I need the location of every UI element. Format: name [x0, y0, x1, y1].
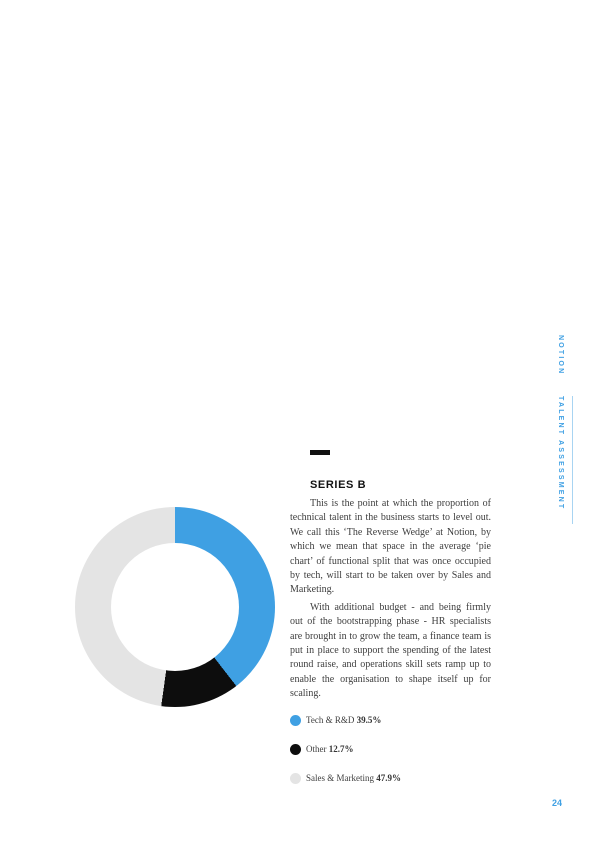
legend-dot-sales-marketing [290, 773, 301, 784]
section-heading: SERIES B [310, 479, 367, 491]
body-paragraph: This is the point at which the proportion of technical talent in the business starts to level out. We call this ‘The Reverse Wedge’ at Notion, by which we mean that space in the average ‘pie chart’ of functional split that was once occupied by tech, will start to be taken over by Sales and Marketing. [290, 498, 491, 596]
legend-item-sales-marketing [290, 772, 401, 784]
legend-label: Other [306, 744, 327, 754]
legend-item-tech-rd [290, 714, 401, 726]
legend-dot-tech-rd [290, 715, 301, 726]
legend-label: Sales & Marketing [306, 773, 374, 783]
side-rule [572, 396, 573, 524]
donut-chart [75, 507, 275, 707]
legend-dot-other [290, 744, 301, 755]
side-label-brand: NOTION [557, 335, 564, 376]
legend-value: 39.5% [356, 715, 382, 725]
article-column [290, 479, 491, 702]
side-label-section: TALENT ASSESSMENT [557, 396, 564, 511]
page-number: 24 [552, 798, 563, 808]
donut-chart-hole [111, 543, 239, 671]
legend-label: Tech & R&D [306, 715, 355, 725]
section-dash [310, 450, 330, 455]
body-paragraph: With additional budget - and being firmly out of the bootstrapping phase - HR specialists are brought in to grow the team, a finance team is put in place to support the spending of the latest round raise, and operations skill sets ramp up to enable the organisation to shape itself up for scaling. [290, 601, 491, 700]
legend-value: 12.7% [328, 744, 354, 754]
chart-legend [290, 714, 401, 801]
legend-item-other [290, 743, 401, 755]
legend-value: 47.9% [376, 773, 401, 783]
